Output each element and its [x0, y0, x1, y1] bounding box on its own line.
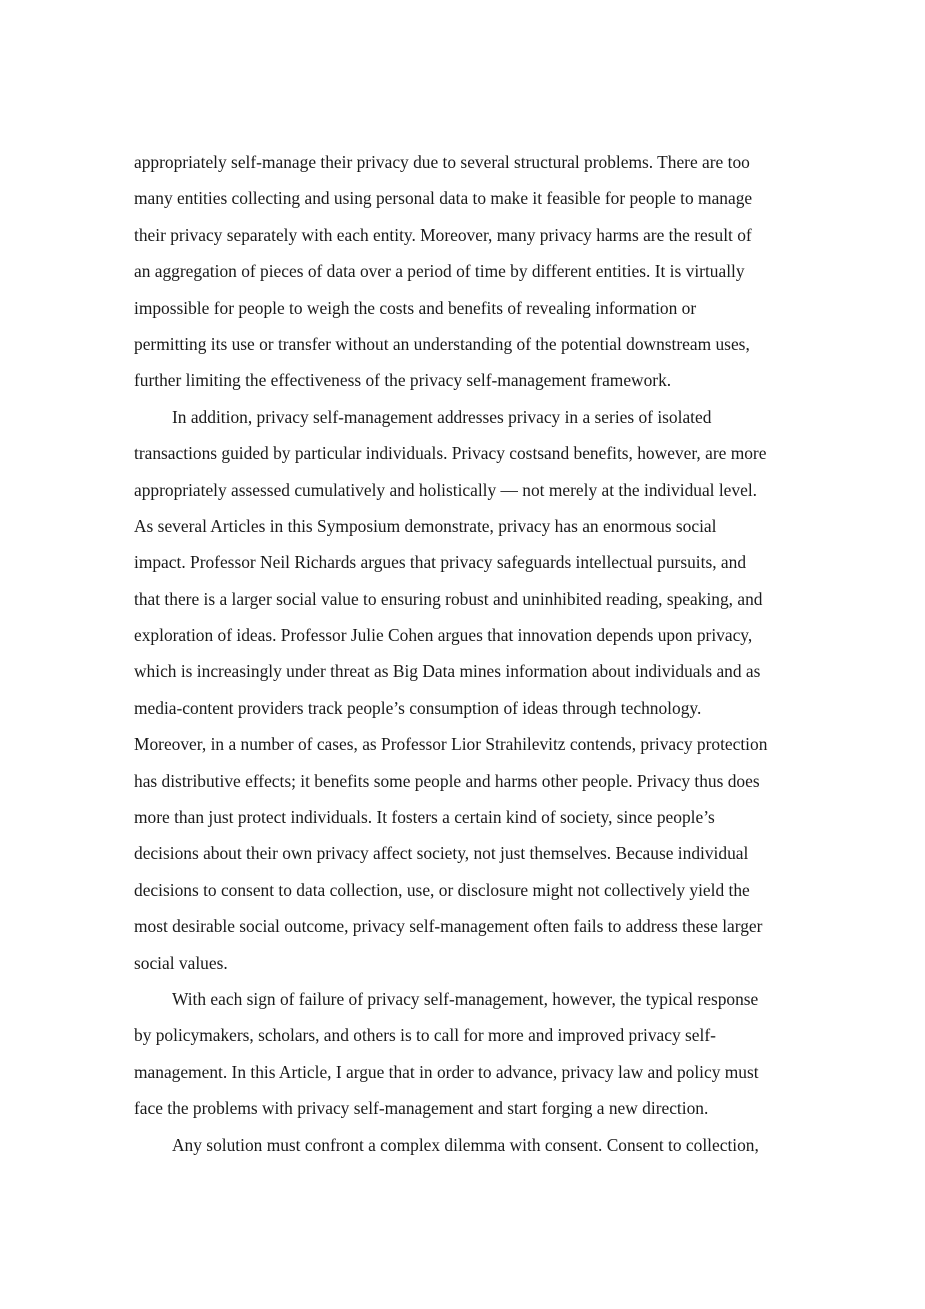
text-line: transactions guided by particular individuals. Privacy costsand benefits, however, are more [134, 443, 767, 464]
text-line: decisions to consent to data collection, use, or disclosure might not collectively yield the [134, 879, 750, 900]
text-line: by policymakers, scholars, and others is to call for more and improved privacy self- [134, 1025, 716, 1046]
text-line: Moreover, in a number of cases, as Professor Lior Strahilevitz contends, privacy protection [134, 734, 768, 755]
paragraph [134, 144, 824, 399]
text-line: appropriately assessed cumulatively and holistically — not merely at the individual level. [134, 479, 757, 500]
text-line: an aggregation of pieces of data over a period of time by different entities. It is virtually [134, 261, 745, 282]
text-line: further limiting the effectiveness of the privacy self-management framework. [134, 370, 672, 391]
text-line: media-content providers track people’s consumption of ideas through technology. [134, 697, 702, 718]
paragraph [134, 1127, 824, 1163]
text-line: has distributive effects; it benefits some people and harms other people. Privacy thus does [134, 770, 760, 791]
text-line: As several Articles in this Symposium demonstrate, privacy has an enormous social [134, 515, 717, 536]
text-line: many entities collecting and using personal data to make it feasible for people to manage [134, 188, 753, 209]
text-line: In addition, privacy self-management addresses privacy in a series of isolated [172, 406, 712, 427]
text-line: face the problems with privacy self-management and start forging a new direction. [134, 1098, 709, 1119]
text-line: With each sign of failure of privacy self-management, however, the typical response [172, 988, 759, 1009]
body-text [134, 144, 824, 1163]
paragraph [134, 399, 824, 981]
text-line: their privacy separately with each entity. Moreover, many privacy harms are the result of [134, 224, 752, 245]
text-line: social values. [134, 952, 228, 973]
text-line: impossible for people to weigh the costs and benefits of revealing information or [134, 297, 697, 318]
text-line: appropriately self-manage their privacy due to several structural problems. There are too [134, 152, 750, 172]
text-line: that there is a larger social value to ensuring robust and uninhibited reading, speaking, and [134, 588, 763, 609]
text-line: management. In this Article, I argue that in order to advance, privacy law and policy must [134, 1061, 759, 1082]
text-line: Any solution must confront a complex dilemma with consent. Consent to collection, [172, 1134, 759, 1155]
text-line: most desirable social outcome, privacy self-management often fails to address these larger [134, 916, 763, 937]
text-line: permitting its use or transfer without an understanding of the potential downstream uses, [134, 333, 750, 354]
text-line: more than just protect individuals. It fosters a certain kind of society, since people’s [134, 807, 715, 828]
text-line: decisions about their own privacy affect society, not just themselves. Because individual [134, 843, 749, 864]
text-line: which is increasingly under threat as Big Data mines information about individuals and as [134, 661, 761, 682]
text-line: exploration of ideas. Professor Julie Cohen argues that innovation depends upon privacy, [134, 625, 753, 646]
text-line: impact. Professor Neil Richards argues that privacy safeguards intellectual pursuits, and [134, 552, 747, 573]
paragraph [134, 981, 824, 1127]
